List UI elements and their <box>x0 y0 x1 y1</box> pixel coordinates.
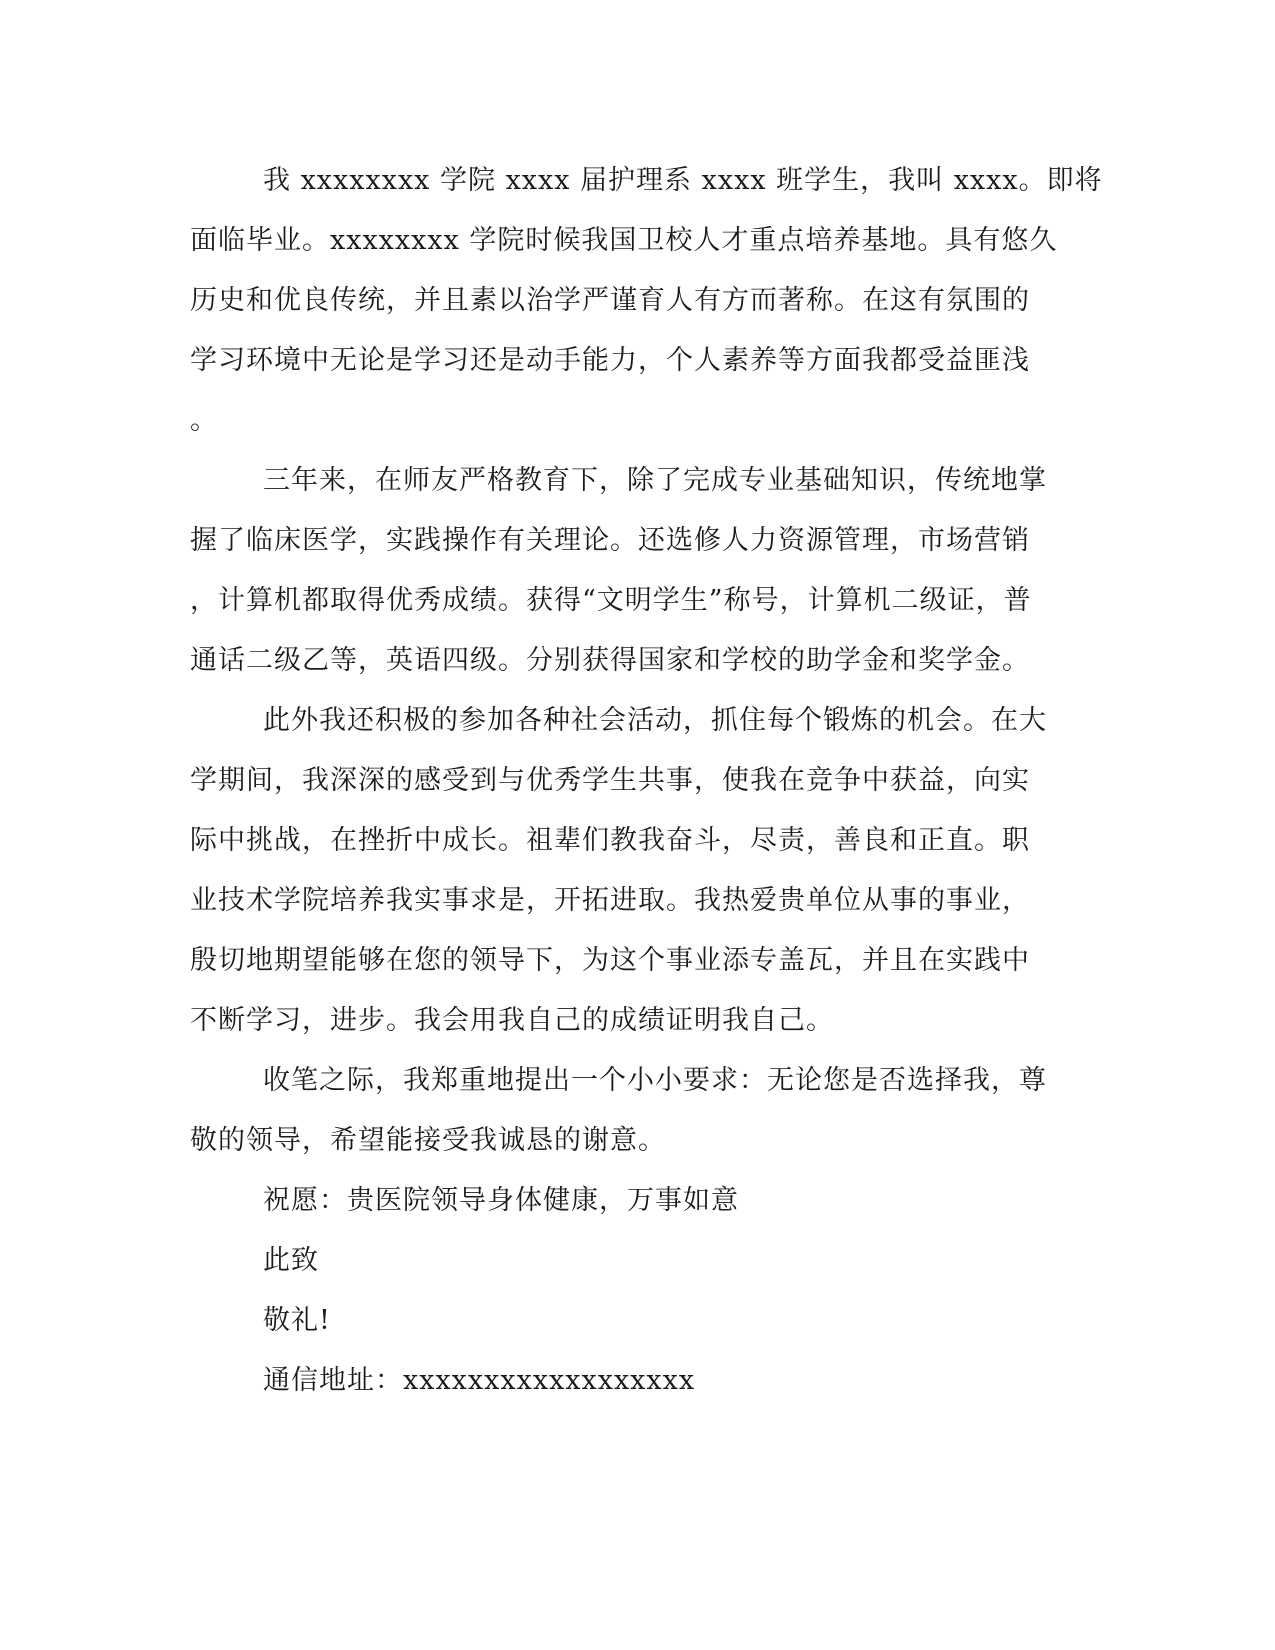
contact-address: 通信地址：xxxxxxxxxxxxxxxxxx <box>263 1365 696 1396</box>
paragraph-3-line-6: 不断学习，进步。我会用我自己的成绩证明我自己。 <box>190 1005 834 1036</box>
paragraph-3-line-5: 殷切地期望能够在您的领导下，为这个事业添专盖瓦，并且在实践中 <box>190 945 1030 976</box>
paragraph-1-line-5: 。 <box>190 405 218 436</box>
paragraph-3-line-4: 业技术学院培养我实事求是，开拓进取。我热爱贵单位从事的事业， <box>190 885 1030 916</box>
paragraph-1-line-1: 我 xxxxxxxx 学院 xxxx 届护理系 xxxx 班学生，我叫 xxxx。即将 <box>263 165 1103 196</box>
paragraph-3-line-1: 此外我还积极的参加各种社会活动，抓住每个锻炼的机会。在大 <box>263 705 1047 736</box>
paragraph-1-line-4: 学习环境中无论是学习还是动手能力，个人素养等方面我都受益匪浅 <box>190 345 1030 376</box>
paragraph-2-line-3: ，计算机都取得优秀成绩。获得“文明学生”称号，计算机二级证，普 <box>190 585 1032 616</box>
paragraph-2-line-4: 通话二级乙等，英语四级。分别获得国家和学校的助学金和奖学金。 <box>190 645 1030 676</box>
paragraph-2-line-1: 三年来，在师友严格教育下，除了完成专业基础知识，传统地掌 <box>263 465 1047 496</box>
paragraph-3-line-3: 际中挑战，在挫折中成长。祖辈们教我奋斗，尽责，善良和正直。职 <box>190 825 1030 856</box>
closing-salutation-1: 此致 <box>263 1245 319 1276</box>
paragraph-4-line-2: 敬的领导，希望能接受我诚恳的谢意。 <box>190 1125 666 1156</box>
closing-wish: 祝愿：贵医院领导身体健康，万事如意 <box>263 1185 739 1216</box>
paragraph-1-line-3: 历史和优良传统，并且素以治学严谨育人有方而著称。在这有氛围的 <box>190 285 1030 316</box>
paragraph-2-line-2: 握了临床医学，实践操作有关理论。还选修人力资源管理，市场营销 <box>190 525 1030 556</box>
paragraph-1-line-2: 面临毕业。xxxxxxxx 学院时候我国卫校人才重点培养基地。具有悠久 <box>190 225 1058 256</box>
paragraph-3-line-2: 学期间，我深深的感受到与优秀学生共事，使我在竞争中获益，向实 <box>190 765 1030 796</box>
paragraph-4-line-1: 收笔之际，我郑重地提出一个小小要求：无论您是否选择我，尊 <box>263 1065 1047 1096</box>
closing-salutation-2: 敬礼! <box>263 1305 331 1336</box>
